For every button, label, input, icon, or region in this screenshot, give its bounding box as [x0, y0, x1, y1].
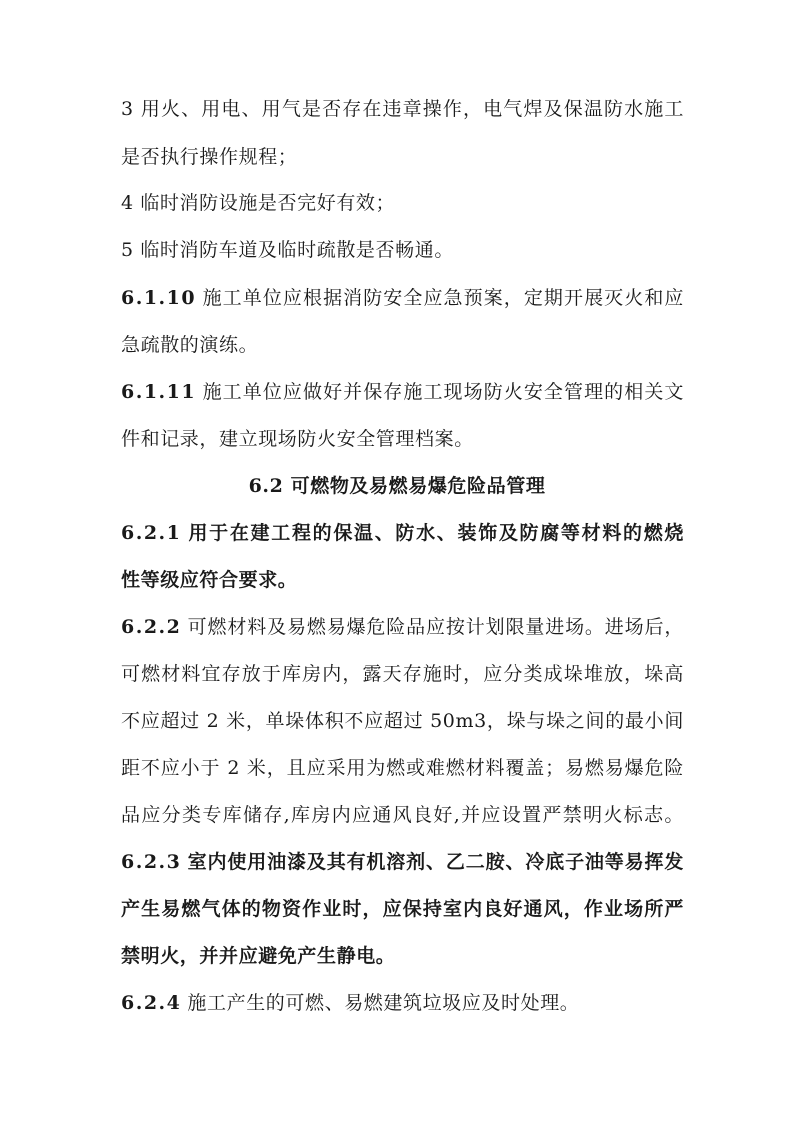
- item-5: 5 临时消防车道及临时疏散是否畅通。: [121, 239, 454, 261]
- clause-6-1-10-line-1: 6.1.10 施工单位应根据消防安全应急预案，定期开展灭火和应: [121, 287, 684, 309]
- clause-number: 6.1.10: [121, 287, 197, 309]
- clause-number: 6.1.11: [121, 381, 197, 403]
- clause-6-2-2-line-2: 可燃材料宜存放于库房内，露天存施时，应分类成垛堆放，垛高: [121, 663, 684, 685]
- clause-6-2-3-line-1: 6.2.3 室内使用油漆及其有机溶剂、乙二胺、冷底子油等易挥发: [121, 851, 684, 873]
- clause-number: 6.2.2: [121, 616, 182, 638]
- clause-number: 6.2.1: [121, 522, 182, 544]
- item-4: 4 临时消防设施是否完好有效；: [121, 192, 396, 214]
- clause-6-2-1-line-2: 性等级应符合要求。: [121, 569, 298, 591]
- clause-6-2-2-line-1: 6.2.2 可燃材料及易燃易爆危险品应按计划限量进场。进场后，: [121, 616, 684, 638]
- clause-6-1-10-line-2: 急疏散的演练。: [121, 334, 259, 356]
- clause-6-2-2-line-4: 距不应小于 2 米，且应采用为燃或难燃材料覆盖；易燃易爆危险: [121, 757, 684, 779]
- clause-number: 6.2.4: [121, 992, 182, 1014]
- clause-number: 6.2.3: [121, 851, 182, 873]
- clause-6-2-2-line-5: 品应分类专库储存,库房内应通风良好,并应设置严禁明火标志。: [121, 804, 684, 826]
- clause-6-2-2-line-3: 不应超过 2 米，单垛体积不应超过 50m3，垛与垛之间的最小间: [121, 710, 684, 732]
- clause-6-2-1-line-1: 6.2.1 用于在建工程的保温、防水、装饰及防腐等材料的燃烧: [121, 522, 684, 544]
- clause-6-2-4: 6.2.4 施工产生的可燃、易燃建筑垃圾应及时处理。: [121, 992, 580, 1014]
- clause-6-1-11-line-2: 件和记录，建立现场防火安全管理档案。: [121, 428, 474, 450]
- clause-6-2-3-line-3: 禁明火，并并应避免产生静电。: [121, 945, 396, 967]
- item-3-line-2: 是否执行操作规程；: [121, 146, 298, 168]
- clause-6-2-3-line-2: 产生易燃气体的物资作业时，应保持室内良好通风，作业场所严: [121, 898, 684, 920]
- clause-6-1-11-line-1: 6.1.11 施工单位应做好并保存施工现场防火安全管理的相关文: [121, 381, 684, 403]
- section-heading: 6.2 可燃物及易燃易爆危险品管理: [248, 475, 546, 497]
- item-3-line-1: 3 用火、用电、用气是否存在违章操作，电气焊及保温防水施工: [121, 98, 684, 120]
